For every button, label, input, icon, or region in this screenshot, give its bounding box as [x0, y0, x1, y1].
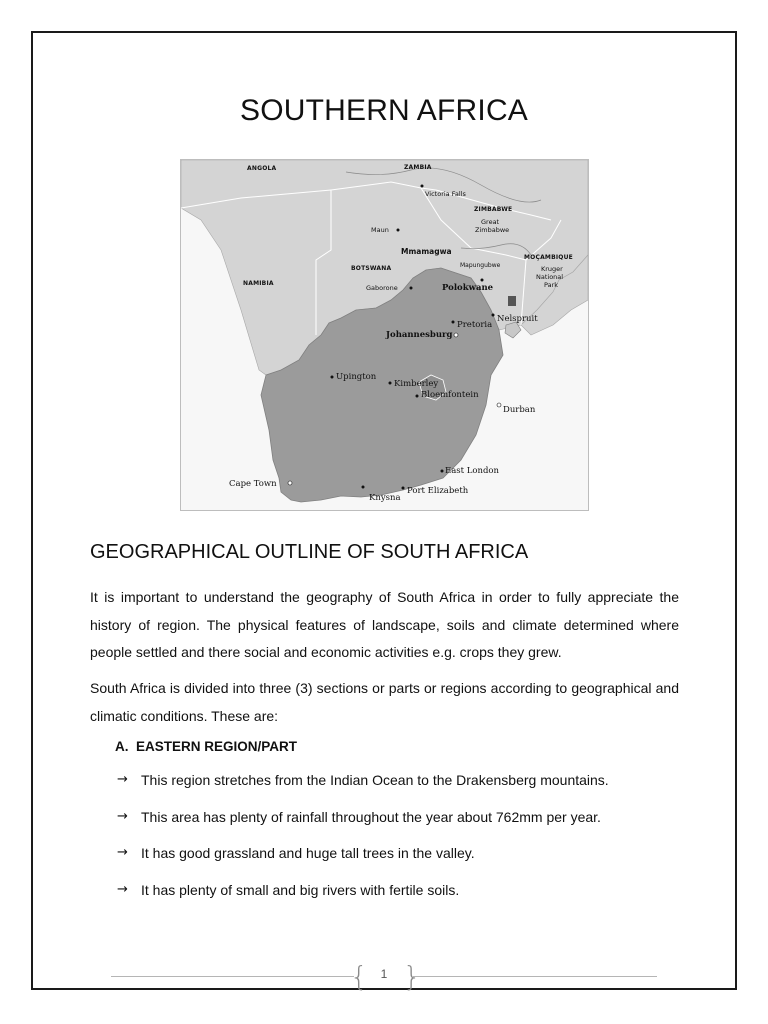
- footer-rule-right: [413, 976, 657, 977]
- label-maun: Maun: [371, 226, 389, 234]
- paragraph-regions: South Africa is divided into three (3) sections or parts or regions according to geographical and climatic conditions. These are:: [90, 680, 679, 724]
- document-title: SOUTHERN AFRICA: [239, 94, 529, 127]
- subsection-label: A.: [115, 739, 129, 754]
- arrow-icon: →: [117, 772, 128, 787]
- label-mmamagwa: Mmamagwa: [401, 247, 452, 256]
- label-namibia: NAMIBIA: [243, 280, 274, 287]
- list-item-text: This region stretches from the Indian Ocean to the Drakensberg mountains.: [141, 772, 609, 788]
- label-gaborone: Gaborone: [366, 284, 398, 292]
- section-heading: GEOGRAPHICAL OUTLINE OF SOUTH AFRICA: [90, 541, 529, 563]
- list-item: [117, 882, 609, 919]
- label-kruger-1: Kruger: [541, 265, 563, 273]
- label-east-london: East London: [445, 466, 500, 476]
- list-item-text: This area has plenty of rainfall throughout the year about 762mm per year.: [141, 808, 601, 825]
- label-polokwane: Polokwane: [442, 283, 494, 293]
- label-kruger-2: National: [536, 273, 564, 281]
- label-pretoria: Pretoria: [457, 320, 493, 330]
- label-knysna: Knysna: [369, 493, 401, 503]
- label-nelspruit: Nelspruit: [497, 314, 538, 324]
- list-item: [117, 809, 609, 846]
- label-angola: ANGOLA: [247, 165, 277, 172]
- label-zimbabwe: ZIMBABWE: [474, 206, 513, 213]
- label-cape-town: Cape Town: [229, 479, 277, 489]
- label-bloemfontein: Bloemfontein: [421, 390, 479, 400]
- label-port-elizabeth: Port Elizabeth: [407, 486, 469, 496]
- list-item: [117, 845, 609, 882]
- label-kimberley: Kimberley: [394, 379, 439, 389]
- label-mapungubwe: Mapungubwe: [460, 262, 501, 269]
- label-kruger-3: Park: [544, 281, 559, 289]
- arrow-icon: →: [117, 808, 128, 824]
- label-mocambique: MOÇAMBIQUE: [524, 254, 573, 261]
- footer-brace-right: }: [403, 960, 421, 993]
- label-johannesburg: Johannesburg: [386, 330, 453, 340]
- subsection-title: EASTERN REGION/PART: [136, 739, 298, 754]
- paragraph-intro: It is important to understand the geography of South Africa in order to fully appreciate the history of region. The physical features of landscape, soils and climate determined where people settled and there social and economic activities e.g. crops they grew.: [90, 589, 679, 660]
- southern-africa-map: [180, 159, 589, 511]
- list-item-text: It has plenty of small and big rivers with fertile soils.: [141, 881, 460, 898]
- label-victoria-falls: Victoria Falls: [425, 190, 466, 198]
- list-item: [117, 772, 609, 809]
- footer-rule-left: [111, 976, 354, 977]
- page-number: 1: [380, 967, 388, 981]
- arrow-icon: →: [117, 881, 128, 897]
- label-botswana: BOTSWANA: [351, 265, 392, 272]
- arrow-icon: →: [117, 845, 128, 860]
- label-great-zimbabwe-1: Great: [481, 218, 500, 226]
- label-durban: Durban: [503, 405, 536, 415]
- label-zambia: ZAMBIA: [404, 164, 432, 171]
- kruger-park-marker: [508, 296, 516, 306]
- label-great-zimbabwe-2: Zimbabwe: [475, 226, 510, 234]
- list-item-text: It has good grassland and huge tall trees in the valley.: [141, 845, 475, 861]
- label-upington: Upington: [336, 372, 377, 382]
- bullet-list: [117, 772, 609, 918]
- footer-brace-left: {: [350, 960, 368, 993]
- subsection-heading: [115, 739, 297, 754]
